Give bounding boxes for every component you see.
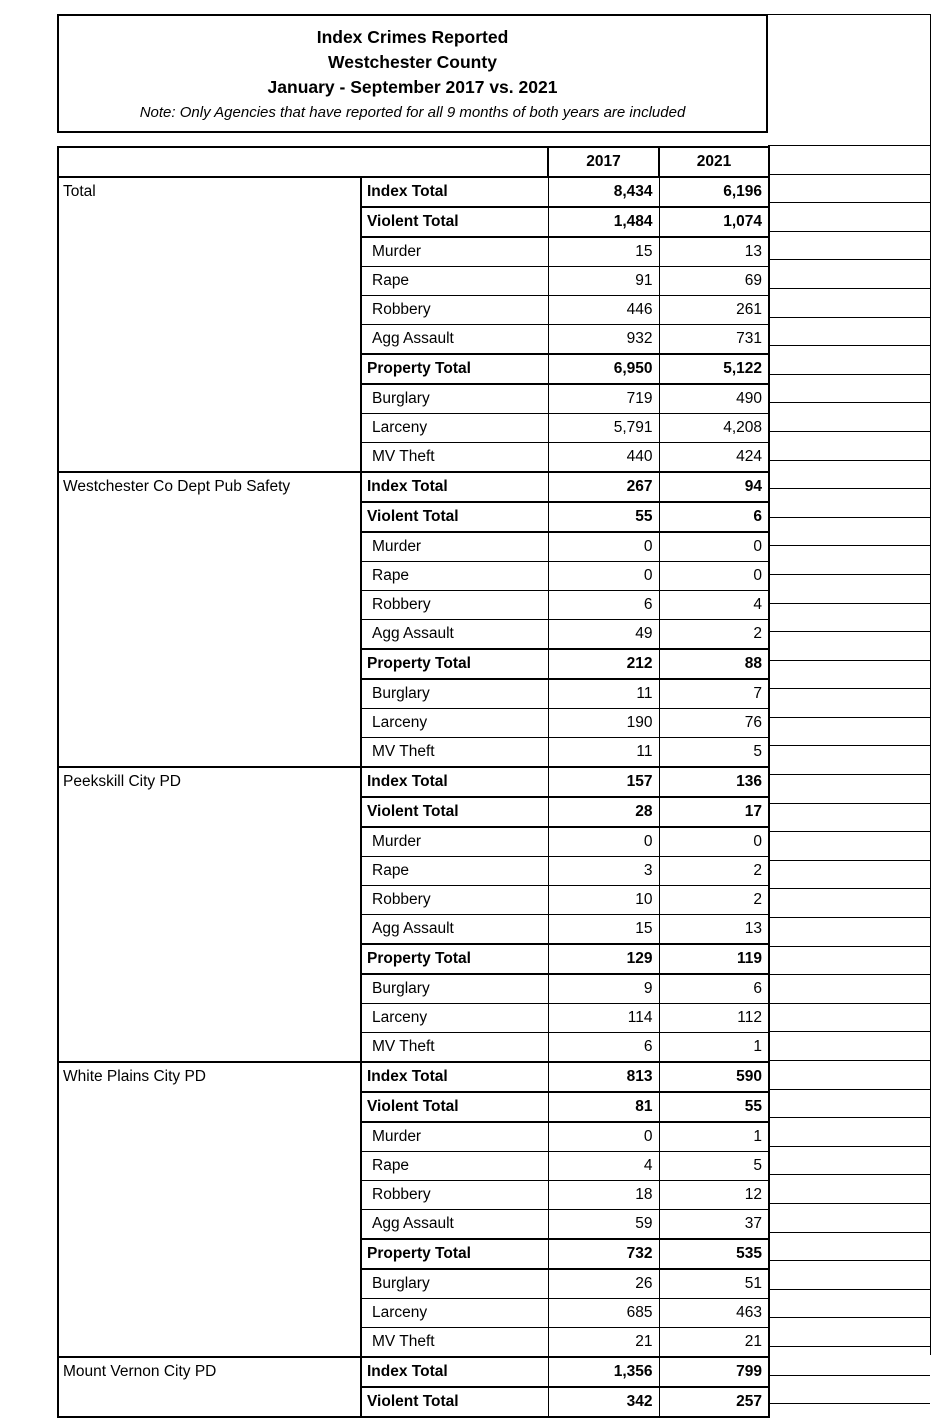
value-2021-cell: 490	[659, 384, 769, 414]
crime-category-cell: Larceny	[361, 1004, 548, 1033]
report-title: Index Crimes Reported	[316, 27, 509, 47]
value-2021-cell: 261	[659, 296, 769, 325]
value-2017-cell: 813	[548, 1062, 659, 1092]
empty-grid-cell	[768, 746, 930, 775]
empty-grid-cell	[768, 661, 930, 690]
agency-cell: Peekskill City PD	[58, 767, 361, 1062]
value-2017-cell: 11	[548, 679, 659, 709]
table-row	[58, 1062, 769, 1092]
crime-category-cell: Rape	[361, 1152, 548, 1181]
crime-category-cell: Robbery	[361, 886, 548, 915]
value-2021-cell: 2	[659, 886, 769, 915]
value-2017-cell: 1,484	[548, 207, 659, 237]
value-2017-cell: 932	[548, 325, 659, 355]
crime-category-cell: MV Theft	[361, 1328, 548, 1358]
crime-category-cell: Murder	[361, 532, 548, 562]
empty-grid-cell	[768, 1204, 930, 1233]
value-2017-cell: 59	[548, 1210, 659, 1240]
value-2021-cell: 463	[659, 1299, 769, 1328]
value-2021-cell: 7	[659, 679, 769, 709]
value-2017-cell: 685	[548, 1299, 659, 1328]
report-note: Note: Only Agencies that have reported for all 9 months of both years are included	[139, 104, 686, 121]
empty-grid-cell	[768, 375, 930, 404]
value-2021-cell: 112	[659, 1004, 769, 1033]
crime-category-cell: Violent Total	[361, 1092, 548, 1122]
empty-grid-cell	[768, 1004, 930, 1033]
crime-category-cell: Robbery	[361, 591, 548, 620]
value-2021-cell: 55	[659, 1092, 769, 1122]
value-2021-cell: 51	[659, 1269, 769, 1299]
crime-category-cell: Murder	[361, 1122, 548, 1152]
empty-grid-cell	[768, 1147, 930, 1176]
value-2017-cell: 212	[548, 649, 659, 679]
empty-grid-cell	[768, 975, 930, 1004]
crime-category-cell: Larceny	[361, 414, 548, 443]
value-2021-cell: 6	[659, 974, 769, 1004]
empty-grid-cell	[768, 489, 930, 518]
table-row	[58, 177, 769, 207]
value-2017-cell: 91	[548, 267, 659, 296]
crime-category-cell: Property Total	[361, 1239, 548, 1269]
empty-grid-cell	[768, 632, 930, 661]
value-2021-cell: 37	[659, 1210, 769, 1240]
value-2021-cell: 2	[659, 857, 769, 886]
crime-category-cell: Violent Total	[361, 502, 548, 532]
value-2017-cell: 15	[548, 915, 659, 945]
value-2017-cell: 129	[548, 944, 659, 974]
empty-grid-cell	[768, 718, 930, 747]
crime-category-cell: MV Theft	[361, 443, 548, 473]
value-2021-cell: 4	[659, 591, 769, 620]
crime-category-cell: Larceny	[361, 709, 548, 738]
header-blank-cell	[58, 147, 548, 177]
value-2021-cell: 5	[659, 738, 769, 768]
value-2021-cell: 12	[659, 1181, 769, 1210]
value-2021-cell: 119	[659, 944, 769, 974]
crime-category-cell: Index Total	[361, 1062, 548, 1092]
crime-category-cell: Violent Total	[361, 797, 548, 827]
empty-grid-cell	[768, 1090, 930, 1119]
value-2017-cell: 732	[548, 1239, 659, 1269]
value-2017-cell: 11	[548, 738, 659, 768]
value-2017-cell: 190	[548, 709, 659, 738]
value-2021-cell: 6	[659, 502, 769, 532]
empty-grid-cell	[768, 1347, 930, 1376]
table-header-row	[58, 147, 769, 177]
crime-category-cell: Index Total	[361, 177, 548, 207]
value-2021-cell: 1,074	[659, 207, 769, 237]
header-year-2021: 2021	[659, 147, 769, 177]
value-2017-cell: 5,791	[548, 414, 659, 443]
value-2017-cell: 49	[548, 620, 659, 650]
value-2021-cell: 13	[659, 237, 769, 267]
value-2017-cell: 6	[548, 591, 659, 620]
empty-grid-cell	[768, 146, 930, 175]
empty-grid-cell	[768, 1290, 930, 1319]
crime-category-cell: MV Theft	[361, 1033, 548, 1063]
value-2017-cell: 719	[548, 384, 659, 414]
empty-grid-cell	[768, 461, 930, 490]
value-2017-cell: 6	[548, 1033, 659, 1063]
empty-grid-cell	[768, 546, 930, 575]
empty-grid-cell	[768, 1118, 930, 1147]
value-2021-cell: 21	[659, 1328, 769, 1358]
crime-category-cell: Agg Assault	[361, 620, 548, 650]
value-2021-cell: 17	[659, 797, 769, 827]
empty-grid-cell	[768, 1233, 930, 1262]
value-2017-cell: 1,356	[548, 1357, 659, 1387]
empty-grid-cell	[768, 1175, 930, 1204]
empty-grid-cell	[768, 1261, 930, 1290]
empty-grid-cell	[768, 1376, 930, 1405]
crime-category-cell: Property Total	[361, 354, 548, 384]
value-2021-cell: 13	[659, 915, 769, 945]
empty-grid-cell	[768, 832, 930, 861]
value-2017-cell: 21	[548, 1328, 659, 1358]
crime-category-cell: MV Theft	[361, 738, 548, 768]
crime-category-cell: Index Total	[361, 767, 548, 797]
value-2021-cell: 257	[659, 1387, 769, 1417]
value-2021-cell: 76	[659, 709, 769, 738]
empty-grid-cell	[768, 232, 930, 261]
value-2021-cell: 1	[659, 1122, 769, 1152]
empty-grid-cell	[768, 918, 930, 947]
value-2017-cell: 0	[548, 1122, 659, 1152]
value-2017-cell: 440	[548, 443, 659, 473]
header-year-2017: 2017	[548, 147, 659, 177]
value-2017-cell: 4	[548, 1152, 659, 1181]
value-2017-cell: 10	[548, 886, 659, 915]
empty-grid-cell	[768, 1032, 930, 1061]
value-2017-cell: 0	[548, 827, 659, 857]
value-2017-cell: 28	[548, 797, 659, 827]
crime-category-cell: Rape	[361, 267, 548, 296]
crime-category-cell: Burglary	[361, 974, 548, 1004]
crime-category-cell: Index Total	[361, 472, 548, 502]
value-2021-cell: 6,196	[659, 177, 769, 207]
value-2021-cell: 0	[659, 532, 769, 562]
value-2017-cell: 0	[548, 562, 659, 591]
crime-category-cell: Robbery	[361, 296, 548, 325]
crime-category-cell: Violent Total	[361, 207, 548, 237]
value-2017-cell: 26	[548, 1269, 659, 1299]
empty-grid-cell	[768, 432, 930, 461]
value-2021-cell: 136	[659, 767, 769, 797]
crime-category-cell: Burglary	[361, 679, 548, 709]
value-2017-cell: 6,950	[548, 354, 659, 384]
crime-category-cell: Property Total	[361, 649, 548, 679]
empty-grid-cell	[768, 203, 930, 232]
crime-category-cell: Agg Assault	[361, 325, 548, 355]
empty-grid-cell	[768, 804, 930, 833]
empty-grid-cell	[768, 947, 930, 976]
value-2021-cell: 535	[659, 1239, 769, 1269]
value-2017-cell: 15	[548, 237, 659, 267]
crime-category-cell: Agg Assault	[361, 1210, 548, 1240]
empty-grid-cell	[768, 1061, 930, 1090]
table-row	[58, 767, 769, 797]
value-2021-cell: 4,208	[659, 414, 769, 443]
crime-category-cell: Robbery	[361, 1181, 548, 1210]
table-row	[58, 472, 769, 502]
empty-grid-cell	[768, 346, 930, 375]
value-2017-cell: 342	[548, 1387, 659, 1417]
empty-grid-cell	[768, 575, 930, 604]
value-2021-cell: 94	[659, 472, 769, 502]
right-gridlines-column	[768, 14, 931, 1355]
value-2021-cell: 1	[659, 1033, 769, 1063]
crime-category-cell: Murder	[361, 237, 548, 267]
value-2021-cell: 5,122	[659, 354, 769, 384]
value-2021-cell: 88	[659, 649, 769, 679]
value-2017-cell: 157	[548, 767, 659, 797]
value-2021-cell: 0	[659, 562, 769, 591]
crime-category-cell: Larceny	[361, 1299, 548, 1328]
crime-category-cell: Burglary	[361, 1269, 548, 1299]
value-2021-cell: 5	[659, 1152, 769, 1181]
value-2017-cell: 114	[548, 1004, 659, 1033]
value-2021-cell: 69	[659, 267, 769, 296]
empty-grid-cell	[768, 14, 930, 146]
empty-grid-cell	[768, 175, 930, 204]
value-2021-cell: 590	[659, 1062, 769, 1092]
crime-category-cell: Index Total	[361, 1357, 548, 1387]
report-subtitle: Westchester County	[328, 52, 497, 72]
agency-cell: Westchester Co Dept Pub Safety	[58, 472, 361, 767]
value-2021-cell: 731	[659, 325, 769, 355]
value-2021-cell: 799	[659, 1357, 769, 1387]
crime-category-cell: Murder	[361, 827, 548, 857]
value-2017-cell: 446	[548, 296, 659, 325]
table-row	[58, 1357, 769, 1387]
crime-category-cell: Burglary	[361, 384, 548, 414]
crime-category-cell: Rape	[361, 857, 548, 886]
value-2017-cell: 18	[548, 1181, 659, 1210]
agency-cell: Mount Vernon City PD	[58, 1357, 361, 1417]
value-2017-cell: 55	[548, 502, 659, 532]
empty-grid-cell	[768, 403, 930, 432]
agency-cell: White Plains City PD	[58, 1062, 361, 1357]
report-period: January - September 2017 vs. 2021	[267, 77, 558, 97]
empty-grid-cell	[768, 689, 930, 718]
value-2017-cell: 0	[548, 532, 659, 562]
crime-category-cell: Rape	[361, 562, 548, 591]
empty-grid-cell	[768, 604, 930, 633]
empty-grid-cell	[768, 861, 930, 890]
crime-table	[57, 146, 770, 1418]
crime-category-cell: Agg Assault	[361, 915, 548, 945]
value-2021-cell: 0	[659, 827, 769, 857]
empty-grid-cell	[768, 775, 930, 804]
empty-grid-cell	[768, 1318, 930, 1347]
empty-grid-cell	[768, 889, 930, 918]
document-page	[57, 14, 768, 1418]
report-header	[57, 14, 768, 133]
value-2017-cell: 267	[548, 472, 659, 502]
crime-category-cell: Violent Total	[361, 1387, 548, 1417]
value-2017-cell: 3	[548, 857, 659, 886]
value-2017-cell: 9	[548, 974, 659, 1004]
value-2021-cell: 2	[659, 620, 769, 650]
value-2017-cell: 8,434	[548, 177, 659, 207]
agency-cell: Total	[58, 177, 361, 472]
value-2021-cell: 424	[659, 443, 769, 473]
value-2017-cell: 81	[548, 1092, 659, 1122]
crime-category-cell: Property Total	[361, 944, 548, 974]
empty-grid-cell	[768, 518, 930, 547]
empty-grid-cell	[768, 289, 930, 318]
empty-grid-cell	[768, 318, 930, 347]
empty-grid-cell	[768, 260, 930, 289]
